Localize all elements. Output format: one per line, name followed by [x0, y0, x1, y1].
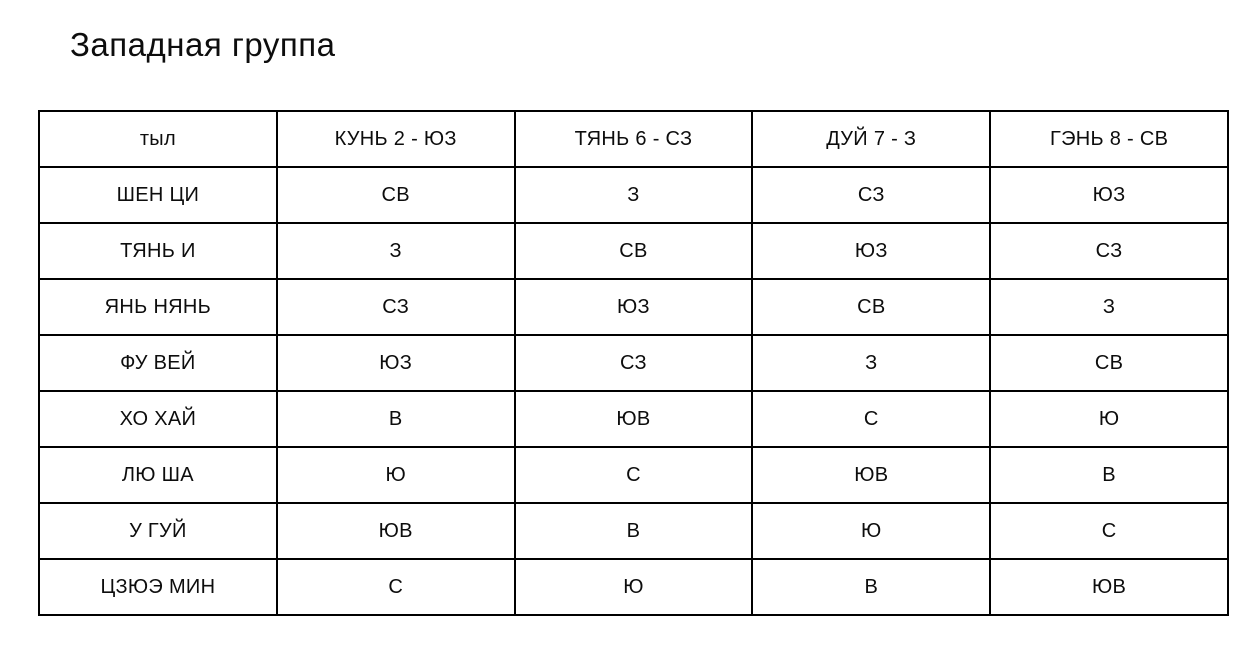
cell-value: В: [277, 391, 515, 447]
table-row: [39, 503, 1228, 559]
cell-value: ЮВ: [515, 391, 753, 447]
row-label: ФУ ВЕЙ: [39, 335, 277, 391]
column-header-kun: КУНЬ 2 - ЮЗ: [277, 111, 515, 167]
cell-value: С: [990, 503, 1228, 559]
cell-value: С: [277, 559, 515, 615]
cell-value: З: [752, 335, 990, 391]
column-header-duy: ДУЙ 7 - З: [752, 111, 990, 167]
cell-value: ЮВ: [752, 447, 990, 503]
cell-value: ЮЗ: [277, 335, 515, 391]
cell-value: З: [990, 279, 1228, 335]
cell-value: З: [277, 223, 515, 279]
table-row: [39, 223, 1228, 279]
table-row: [39, 447, 1228, 503]
cell-value: В: [515, 503, 753, 559]
cell-value: ЮВ: [990, 559, 1228, 615]
cell-value: СВ: [515, 223, 753, 279]
cell-value: СВ: [277, 167, 515, 223]
row-label: У ГУЙ: [39, 503, 277, 559]
header-row: [39, 111, 1228, 167]
cell-value: Ю: [990, 391, 1228, 447]
row-label: ХО ХАЙ: [39, 391, 277, 447]
column-header-gen: ГЭНЬ 8 - СВ: [990, 111, 1228, 167]
cell-value: ЮВ: [277, 503, 515, 559]
row-label: ЛЮ ША: [39, 447, 277, 503]
cell-value: СЗ: [990, 223, 1228, 279]
row-label: ШЕН ЦИ: [39, 167, 277, 223]
row-label: ЦЗЮЭ МИН: [39, 559, 277, 615]
cell-value: СЗ: [515, 335, 753, 391]
row-label: ТЯНЬ И: [39, 223, 277, 279]
cell-value: ЮЗ: [752, 223, 990, 279]
cell-value: СЗ: [277, 279, 515, 335]
column-header-rear: тыл: [39, 111, 277, 167]
table-row: [39, 391, 1228, 447]
cell-value: Ю: [277, 447, 515, 503]
table-row: [39, 167, 1228, 223]
cell-value: В: [990, 447, 1228, 503]
cell-value: СВ: [990, 335, 1228, 391]
cell-value: С: [515, 447, 753, 503]
cell-value: ЮЗ: [515, 279, 753, 335]
column-header-tyan: ТЯНЬ 6 - СЗ: [515, 111, 753, 167]
directions-table: [38, 110, 1229, 616]
table-row: [39, 559, 1228, 615]
cell-value: СЗ: [752, 167, 990, 223]
table-row: [39, 335, 1228, 391]
cell-value: З: [515, 167, 753, 223]
cell-value: Ю: [515, 559, 753, 615]
table-row: [39, 279, 1228, 335]
page-title: Западная группа: [70, 26, 336, 63]
cell-value: В: [752, 559, 990, 615]
cell-value: С: [752, 391, 990, 447]
cell-value: Ю: [752, 503, 990, 559]
cell-value: СВ: [752, 279, 990, 335]
cell-value: ЮЗ: [990, 167, 1228, 223]
row-label: ЯНЬ НЯНЬ: [39, 279, 277, 335]
